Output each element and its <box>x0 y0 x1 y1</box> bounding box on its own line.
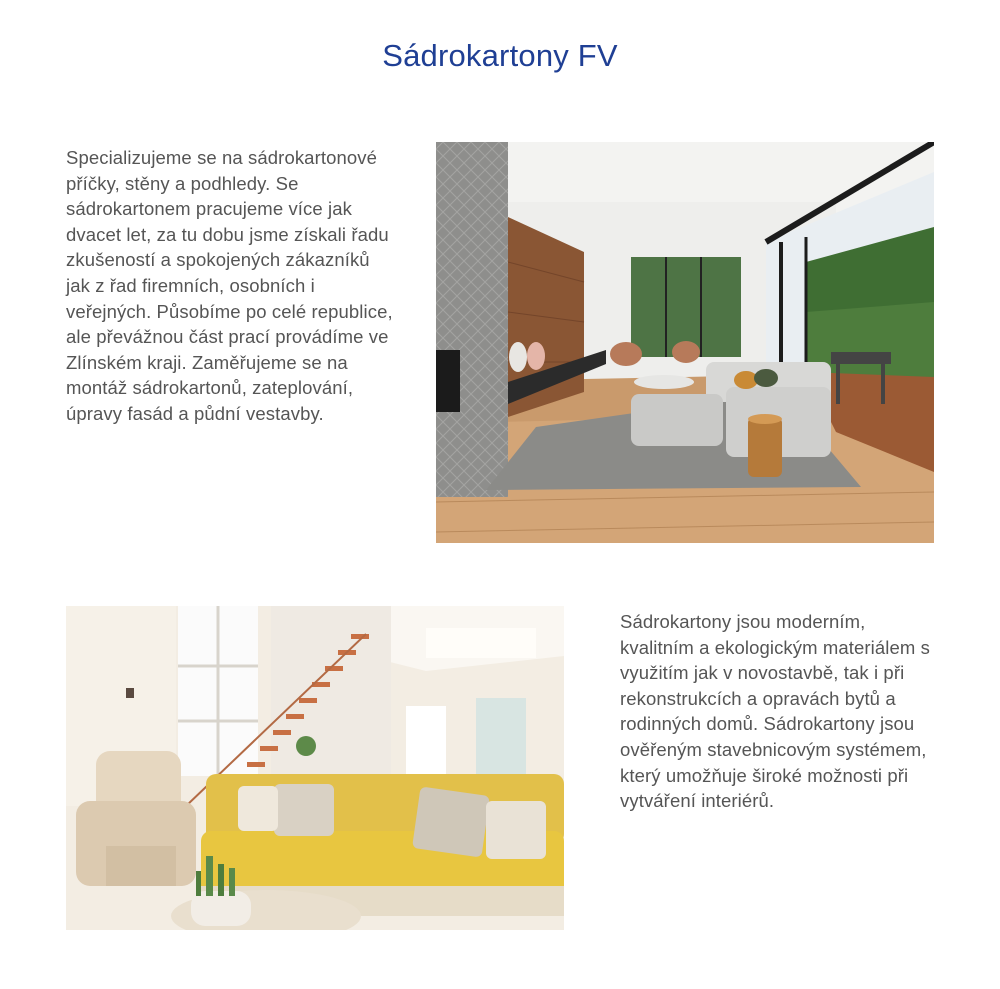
section1-text: Specializujeme se na sádrokartonové příčky, stěny a podhledy. Se sádrokartonem pracujeme více jak dvacet let, za tu dobu jsme získali řadu zkušeností a spokojených zákazníků jak z řad firemních, osobních i veřejných. Působíme po celé republice, ale převážnou část prací provádíme ve Zlínském kraji. Zaměřujeme se na montáž sádrokartonů, zateplování, úpravy fasád a půdní vestavby. <box>66 147 393 424</box>
page-title: Sádrokartony FV <box>382 38 618 73</box>
section2-text: Sádrokartony jsou moderním, kvalitním a ekologickým materiálem s využitím jak v novostavbě, tak i při rekonstrukcích a opravách bytů a rodinných domů. Sádrokartony jsou ověřeným stavebnicovým systémem, který umožňuje široké možnosti při vytváření interiérů. <box>620 611 930 812</box>
interior-yellow-sofa-photo <box>66 606 564 930</box>
living-room-photo <box>436 142 934 543</box>
